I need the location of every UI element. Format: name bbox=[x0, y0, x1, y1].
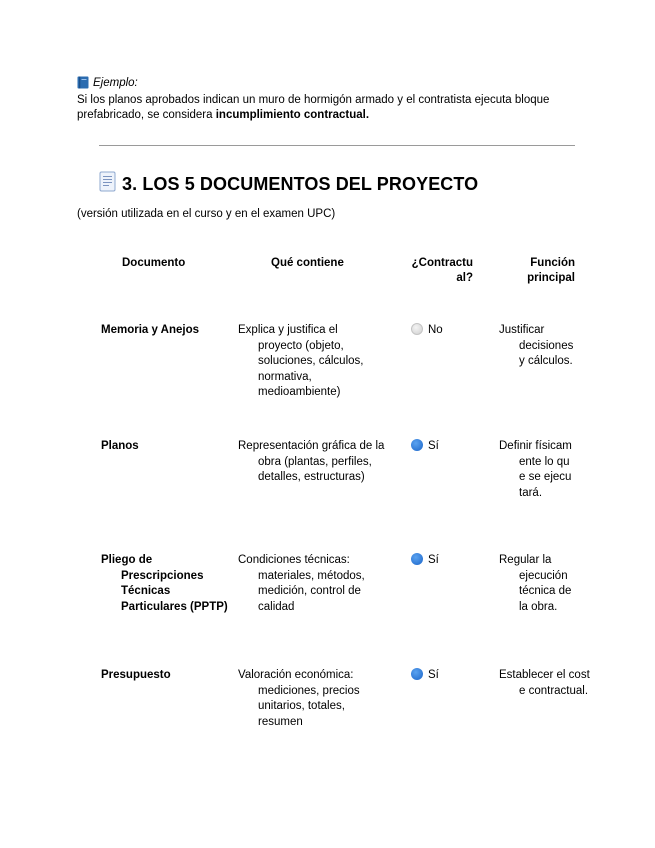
blue-circle-icon bbox=[411, 553, 423, 565]
row1-documento: Memoria y Anejos bbox=[101, 324, 199, 336]
row1-contractual bbox=[411, 323, 443, 339]
document-icon bbox=[99, 171, 116, 197]
example-heading bbox=[77, 76, 138, 89]
section-subtitle: (versión utilizada en el curso y en el examen UPC) bbox=[77, 208, 336, 220]
row2-contenido: Representación gráfica de la obra (plantas, perfiles, detalles, estructuras) bbox=[238, 440, 385, 484]
row1-contractual-text: No bbox=[428, 324, 443, 336]
row1-contenido: Explica y justifica el proyecto (objeto, soluciones, cálculos, normativa, medioambiente) bbox=[238, 324, 364, 399]
row4-contractual-text: Sí bbox=[428, 669, 439, 681]
row3-funcion: Regular la ejecución técnica de la obra. bbox=[499, 554, 572, 613]
row3-contenido: Condiciones técnicas: materiales, métodos, medición, control de calidad bbox=[238, 554, 365, 613]
header-funcion: Función principal bbox=[527, 257, 575, 284]
section-heading bbox=[99, 171, 478, 197]
row2-funcion: Definir físicamente lo que se ejecutará. bbox=[499, 440, 572, 499]
row4-contenido: Valoración económica: mediciones, precios unitarios, totales, resumen bbox=[238, 669, 360, 728]
header-documento: Documento bbox=[122, 257, 186, 269]
example-text-bold: incumplimiento contractual. bbox=[215, 109, 370, 121]
header-que-contiene: Qué contiene bbox=[271, 257, 344, 269]
section-title: 3. LOS 5 DOCUMENTOS DEL PROYECTO bbox=[122, 173, 479, 194]
row3-contractual-text: Sí bbox=[428, 554, 439, 566]
example-text-regular: Si los planos aprobados indican un muro de hormigón armado y el contratista ejecuta bloque prefabricado, se considera bbox=[77, 94, 550, 121]
example-label: Ejemplo: bbox=[93, 76, 138, 89]
row4-contractual bbox=[411, 668, 439, 684]
blue-circle-icon bbox=[411, 668, 423, 680]
row2-contractual-text: Sí bbox=[428, 440, 439, 452]
header-contractual: ¿Contractual? bbox=[411, 257, 473, 284]
blue-book-icon bbox=[77, 76, 89, 89]
row3-documento: Pliego de Prescripciones Técnicas Particulares (PPTP) bbox=[101, 554, 228, 613]
row2-documento: Planos bbox=[101, 440, 139, 452]
row1-funcion: Justificar decisiones y cálculos. bbox=[499, 324, 574, 368]
example-text bbox=[77, 93, 577, 123]
row2-contractual bbox=[411, 439, 439, 455]
row4-funcion: Establecer el coste contractual. bbox=[499, 669, 590, 697]
row4-documento: Presupuesto bbox=[101, 669, 171, 681]
section-divider bbox=[99, 145, 575, 146]
row3-contractual bbox=[411, 553, 439, 569]
grey-circle-icon bbox=[411, 323, 423, 335]
blue-circle-icon bbox=[411, 439, 423, 451]
